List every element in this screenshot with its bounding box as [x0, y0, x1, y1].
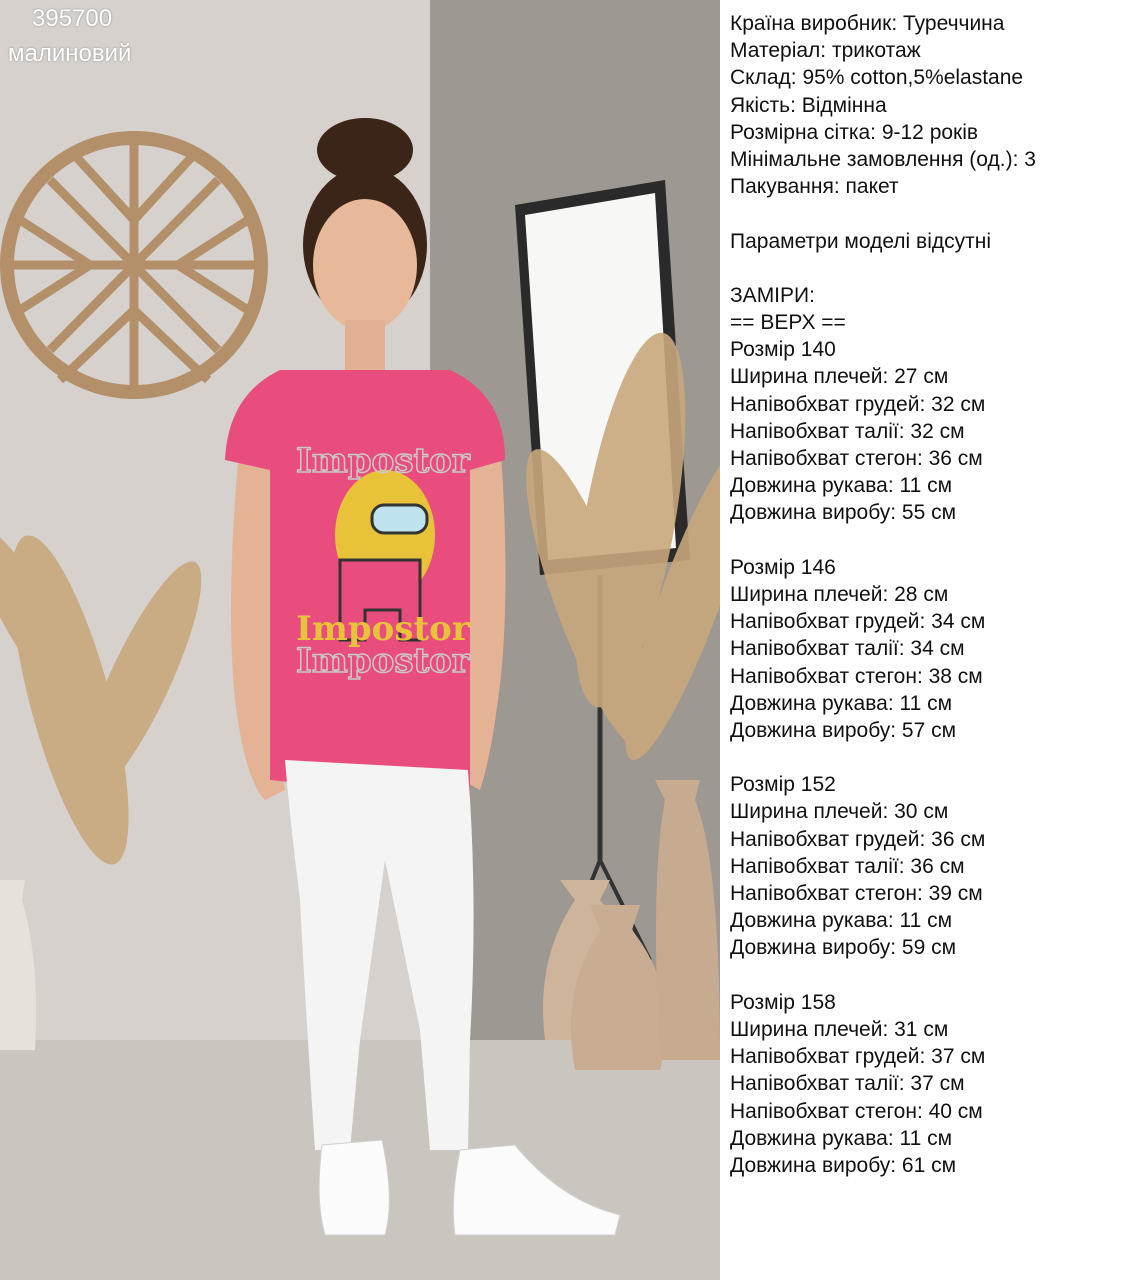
svg-text:Impostor: Impostor — [296, 641, 470, 681]
size-row: Напівобхват грудей: 37 см — [730, 1045, 986, 1069]
info-country: Країна виробник: Туреччина — [730, 12, 1005, 35]
section-title: == ВЕРХ == — [730, 311, 846, 335]
info-composition: Склад: 95% cotton,5%elastane — [730, 66, 1024, 90]
size-block-140 — [730, 336, 1130, 526]
size-row: Ширина плечей: 28 см — [730, 582, 949, 606]
info-min-order: Мінімальне замовлення (од.): 3 — [730, 147, 1036, 171]
size-row: Ширина плечей: 30 см — [730, 800, 949, 824]
size-row: Довжина рукава: 11 см — [730, 1126, 953, 1150]
info-material: Матеріал: трикотаж — [730, 39, 921, 63]
size-title: Розмір 140 — [730, 338, 836, 362]
size-title: Розмір 158 — [730, 990, 836, 1014]
model-params: Параметри моделі відсутні — [730, 229, 992, 253]
size-row: Ширина плечей: 31 см — [730, 1017, 949, 1041]
size-block-152 — [730, 771, 1130, 961]
size-row: Ширина плечей: 27 см — [730, 365, 949, 389]
size-row: Довжина рукава: 11 см — [730, 691, 953, 715]
size-block-158 — [730, 989, 1130, 1179]
info-packaging: Пакування: пакет — [730, 175, 899, 199]
size-row: Напівобхват стегон: 39 см — [730, 882, 983, 905]
size-block-146 — [730, 554, 1130, 744]
size-row: Напівобхват талії: 34 см — [730, 637, 965, 661]
size-row: Довжина рукава: 11 см — [730, 474, 953, 498]
size-row: Напівобхват талії: 37 см — [730, 1072, 965, 1096]
color-name: малиновий — [8, 40, 132, 67]
size-row: Довжина рукава: 11 см — [730, 909, 953, 933]
size-row: Довжина виробу: 61 см — [730, 1153, 957, 1177]
info-size-range: Розмірна сітка: 9-12 років — [730, 120, 979, 144]
size-title: Розмір 146 — [730, 555, 836, 579]
size-row: Напівобхват стегон: 36 см — [730, 447, 983, 470]
svg-text:Impostor: Impostor — [296, 441, 470, 481]
wood-wall-decoration — [0, 131, 268, 399]
size-row: Напівобхват талії: 36 см — [730, 854, 965, 878]
info-quality: Якість: Відмінна — [730, 93, 887, 117]
size-title: Розмір 152 — [730, 773, 836, 797]
size-row: Напівобхват стегон: 38 см — [730, 664, 983, 688]
size-row: Довжина виробу: 59 см — [730, 936, 957, 960]
size-row: Напівобхват грудей: 36 см — [730, 827, 986, 851]
size-row: Напівобхват стегон: 40 см — [730, 1099, 983, 1123]
measurements-title: ЗАМІРИ: — [730, 283, 815, 307]
size-row: Довжина виробу: 55 см — [730, 501, 957, 525]
size-row: Напівобхват талії: 32 см — [730, 419, 965, 443]
svg-text:Impostor: Impostor — [296, 609, 470, 649]
size-row: Напівобхват грудей: 32 см — [730, 392, 986, 416]
size-row: Довжина виробу: 57 см — [730, 718, 957, 742]
size-row: Напівобхват грудей: 34 см — [730, 610, 986, 634]
article-number: 395700 — [32, 5, 113, 32]
product-specification — [730, 10, 1130, 1179]
